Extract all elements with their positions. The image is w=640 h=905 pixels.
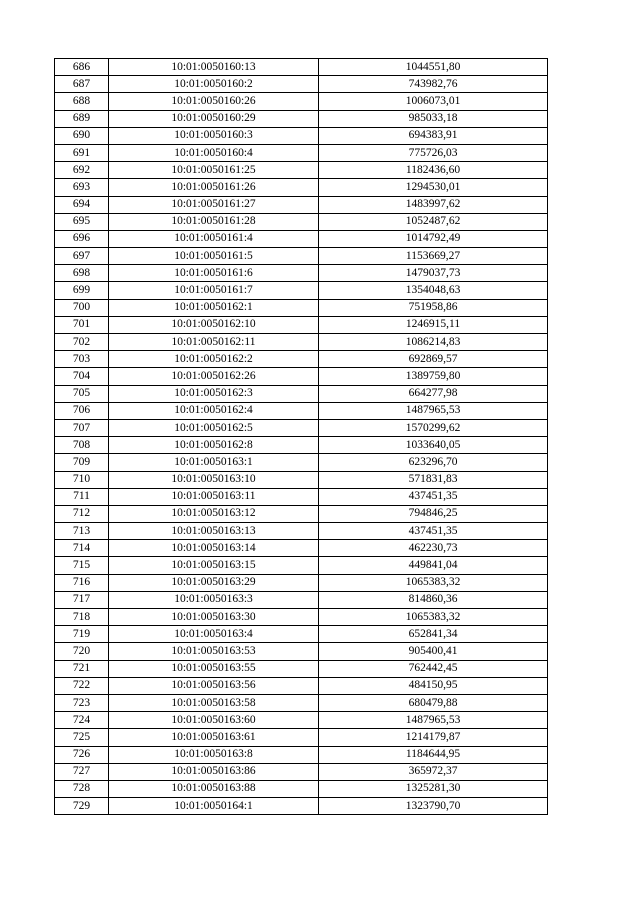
cadastral-number-cell: 10:01:0050163:53 bbox=[109, 643, 319, 660]
cadastral-number-cell: 10:01:0050160:13 bbox=[109, 59, 319, 76]
table-row bbox=[55, 76, 548, 93]
cadastral-number-cell: 10:01:0050161:6 bbox=[109, 265, 319, 282]
table-row bbox=[55, 162, 548, 179]
table-row bbox=[55, 677, 548, 694]
value-cell: 437451,35 bbox=[319, 488, 548, 505]
table-row bbox=[55, 540, 548, 557]
table-row bbox=[55, 574, 548, 591]
value-cell: 664277,98 bbox=[319, 385, 548, 402]
row-number-cell: 689 bbox=[55, 110, 109, 127]
table-row bbox=[55, 196, 548, 213]
value-cell: 762442,45 bbox=[319, 660, 548, 677]
value-cell: 1323790,70 bbox=[319, 798, 548, 815]
table-row bbox=[55, 402, 548, 419]
cadastral-number-cell: 10:01:0050161:25 bbox=[109, 162, 319, 179]
cadastral-number-cell: 10:01:0050162:5 bbox=[109, 419, 319, 436]
table-row bbox=[55, 213, 548, 230]
value-cell: 1487965,53 bbox=[319, 712, 548, 729]
table-row bbox=[55, 763, 548, 780]
value-cell: 623296,70 bbox=[319, 454, 548, 471]
cadastral-number-cell: 10:01:0050163:30 bbox=[109, 609, 319, 626]
row-number-cell: 717 bbox=[55, 591, 109, 608]
table-row bbox=[55, 523, 548, 540]
table-row bbox=[55, 798, 548, 815]
table-row bbox=[55, 127, 548, 144]
table-row bbox=[55, 351, 548, 368]
row-number-cell: 690 bbox=[55, 127, 109, 144]
value-cell: 775726,03 bbox=[319, 144, 548, 161]
cadastral-number-cell: 10:01:0050160:3 bbox=[109, 127, 319, 144]
row-number-cell: 707 bbox=[55, 419, 109, 436]
table-row bbox=[55, 712, 548, 729]
table-row bbox=[55, 591, 548, 608]
row-number-cell: 724 bbox=[55, 712, 109, 729]
cadastral-number-cell: 10:01:0050163:88 bbox=[109, 780, 319, 797]
row-number-cell: 726 bbox=[55, 746, 109, 763]
cadastral-number-cell: 10:01:0050162:3 bbox=[109, 385, 319, 402]
cadastral-number-cell: 10:01:0050163:4 bbox=[109, 626, 319, 643]
row-number-cell: 699 bbox=[55, 282, 109, 299]
cadastral-number-cell: 10:01:0050163:56 bbox=[109, 677, 319, 694]
row-number-cell: 706 bbox=[55, 402, 109, 419]
table-row bbox=[55, 265, 548, 282]
row-number-cell: 728 bbox=[55, 780, 109, 797]
row-number-cell: 687 bbox=[55, 76, 109, 93]
value-cell: 1182436,60 bbox=[319, 162, 548, 179]
table-row bbox=[55, 729, 548, 746]
table-row bbox=[55, 144, 548, 161]
value-cell: 751958,86 bbox=[319, 299, 548, 316]
value-cell: 1354048,63 bbox=[319, 282, 548, 299]
row-number-cell: 722 bbox=[55, 677, 109, 694]
table-row bbox=[55, 93, 548, 110]
cadastral-number-cell: 10:01:0050161:4 bbox=[109, 230, 319, 247]
table-row bbox=[55, 110, 548, 127]
table-body bbox=[55, 59, 548, 815]
row-number-cell: 688 bbox=[55, 93, 109, 110]
value-cell: 462230,73 bbox=[319, 540, 548, 557]
row-number-cell: 693 bbox=[55, 179, 109, 196]
table-row bbox=[55, 609, 548, 626]
cadastral-number-cell: 10:01:0050160:4 bbox=[109, 144, 319, 161]
table-row bbox=[55, 230, 548, 247]
row-number-cell: 716 bbox=[55, 574, 109, 591]
value-cell: 1487965,53 bbox=[319, 402, 548, 419]
table-row bbox=[55, 488, 548, 505]
value-cell: 437451,35 bbox=[319, 523, 548, 540]
value-cell: 1479037,73 bbox=[319, 265, 548, 282]
row-number-cell: 702 bbox=[55, 334, 109, 351]
cadastral-value-table bbox=[54, 58, 548, 815]
row-number-cell: 705 bbox=[55, 385, 109, 402]
value-cell: 1006073,01 bbox=[319, 93, 548, 110]
row-number-cell: 723 bbox=[55, 694, 109, 711]
row-number-cell: 692 bbox=[55, 162, 109, 179]
cadastral-number-cell: 10:01:0050163:1 bbox=[109, 454, 319, 471]
table-row bbox=[55, 694, 548, 711]
cadastral-number-cell: 10:01:0050163:13 bbox=[109, 523, 319, 540]
value-cell: 905400,41 bbox=[319, 643, 548, 660]
cadastral-number-cell: 10:01:0050163:60 bbox=[109, 712, 319, 729]
row-number-cell: 713 bbox=[55, 523, 109, 540]
value-cell: 1184644,95 bbox=[319, 746, 548, 763]
cadastral-number-cell: 10:01:0050162:11 bbox=[109, 334, 319, 351]
row-number-cell: 686 bbox=[55, 59, 109, 76]
cadastral-number-cell: 10:01:0050163:15 bbox=[109, 557, 319, 574]
row-number-cell: 695 bbox=[55, 213, 109, 230]
row-number-cell: 710 bbox=[55, 471, 109, 488]
row-number-cell: 691 bbox=[55, 144, 109, 161]
table-row bbox=[55, 282, 548, 299]
row-number-cell: 721 bbox=[55, 660, 109, 677]
row-number-cell: 714 bbox=[55, 540, 109, 557]
table-row bbox=[55, 557, 548, 574]
value-cell: 484150,95 bbox=[319, 677, 548, 694]
row-number-cell: 697 bbox=[55, 248, 109, 265]
value-cell: 1065383,32 bbox=[319, 609, 548, 626]
cadastral-number-cell: 10:01:0050162:26 bbox=[109, 368, 319, 385]
cadastral-number-cell: 10:01:0050161:5 bbox=[109, 248, 319, 265]
row-number-cell: 718 bbox=[55, 609, 109, 626]
value-cell: 1044551,80 bbox=[319, 59, 548, 76]
table-row bbox=[55, 746, 548, 763]
row-number-cell: 719 bbox=[55, 626, 109, 643]
value-cell: 694383,91 bbox=[319, 127, 548, 144]
cadastral-number-cell: 10:01:0050163:8 bbox=[109, 746, 319, 763]
value-cell: 692869,57 bbox=[319, 351, 548, 368]
row-number-cell: 696 bbox=[55, 230, 109, 247]
cadastral-number-cell: 10:01:0050161:26 bbox=[109, 179, 319, 196]
table-row bbox=[55, 419, 548, 436]
cadastral-number-cell: 10:01:0050163:3 bbox=[109, 591, 319, 608]
table-row bbox=[55, 299, 548, 316]
value-cell: 1052487,62 bbox=[319, 213, 548, 230]
value-cell: 1246915,11 bbox=[319, 316, 548, 333]
value-cell: 1214179,87 bbox=[319, 729, 548, 746]
cadastral-number-cell: 10:01:0050160:2 bbox=[109, 76, 319, 93]
cadastral-number-cell: 10:01:0050163:11 bbox=[109, 488, 319, 505]
value-cell: 680479,88 bbox=[319, 694, 548, 711]
table-row bbox=[55, 471, 548, 488]
cadastral-number-cell: 10:01:0050162:2 bbox=[109, 351, 319, 368]
value-cell: 1570299,62 bbox=[319, 419, 548, 436]
cadastral-number-cell: 10:01:0050162:10 bbox=[109, 316, 319, 333]
table-row bbox=[55, 454, 548, 471]
cadastral-number-cell: 10:01:0050163:86 bbox=[109, 763, 319, 780]
cadastral-number-cell: 10:01:0050162:1 bbox=[109, 299, 319, 316]
table-row bbox=[55, 780, 548, 797]
value-cell: 1153669,27 bbox=[319, 248, 548, 265]
value-cell: 1014792,49 bbox=[319, 230, 548, 247]
value-cell: 571831,83 bbox=[319, 471, 548, 488]
cadastral-number-cell: 10:01:0050163:58 bbox=[109, 694, 319, 711]
value-cell: 365972,37 bbox=[319, 763, 548, 780]
cadastral-number-cell: 10:01:0050163:55 bbox=[109, 660, 319, 677]
cadastral-number-cell: 10:01:0050161:27 bbox=[109, 196, 319, 213]
cadastral-number-cell: 10:01:0050162:8 bbox=[109, 437, 319, 454]
table-row bbox=[55, 385, 548, 402]
value-cell: 652841,34 bbox=[319, 626, 548, 643]
row-number-cell: 711 bbox=[55, 488, 109, 505]
row-number-cell: 701 bbox=[55, 316, 109, 333]
table-row bbox=[55, 59, 548, 76]
table-row bbox=[55, 643, 548, 660]
table-row bbox=[55, 660, 548, 677]
value-cell: 449841,04 bbox=[319, 557, 548, 574]
cadastral-number-cell: 10:01:0050163:12 bbox=[109, 505, 319, 522]
cadastral-number-cell: 10:01:0050161:28 bbox=[109, 213, 319, 230]
table-row bbox=[55, 626, 548, 643]
table-row bbox=[55, 248, 548, 265]
value-cell: 814860,36 bbox=[319, 591, 548, 608]
row-number-cell: 694 bbox=[55, 196, 109, 213]
value-cell: 1325281,30 bbox=[319, 780, 548, 797]
cadastral-number-cell: 10:01:0050163:29 bbox=[109, 574, 319, 591]
table-row bbox=[55, 368, 548, 385]
cadastral-number-cell: 10:01:0050163:10 bbox=[109, 471, 319, 488]
row-number-cell: 727 bbox=[55, 763, 109, 780]
row-number-cell: 709 bbox=[55, 454, 109, 471]
cadastral-number-cell: 10:01:0050160:26 bbox=[109, 93, 319, 110]
table-row bbox=[55, 437, 548, 454]
row-number-cell: 704 bbox=[55, 368, 109, 385]
value-cell: 1033640,05 bbox=[319, 437, 548, 454]
table-row bbox=[55, 334, 548, 351]
value-cell: 985033,18 bbox=[319, 110, 548, 127]
cadastral-number-cell: 10:01:0050164:1 bbox=[109, 798, 319, 815]
table-row bbox=[55, 316, 548, 333]
cadastral-number-cell: 10:01:0050163:61 bbox=[109, 729, 319, 746]
value-cell: 1294530,01 bbox=[319, 179, 548, 196]
cadastral-number-cell: 10:01:0050161:7 bbox=[109, 282, 319, 299]
row-number-cell: 712 bbox=[55, 505, 109, 522]
value-cell: 1389759,80 bbox=[319, 368, 548, 385]
value-cell: 743982,76 bbox=[319, 76, 548, 93]
row-number-cell: 715 bbox=[55, 557, 109, 574]
value-cell: 1086214,83 bbox=[319, 334, 548, 351]
cadastral-number-cell: 10:01:0050160:29 bbox=[109, 110, 319, 127]
row-number-cell: 698 bbox=[55, 265, 109, 282]
row-number-cell: 720 bbox=[55, 643, 109, 660]
table-row bbox=[55, 505, 548, 522]
row-number-cell: 700 bbox=[55, 299, 109, 316]
row-number-cell: 729 bbox=[55, 798, 109, 815]
row-number-cell: 708 bbox=[55, 437, 109, 454]
table-row bbox=[55, 179, 548, 196]
value-cell: 794846,25 bbox=[319, 505, 548, 522]
row-number-cell: 703 bbox=[55, 351, 109, 368]
value-cell: 1065383,32 bbox=[319, 574, 548, 591]
value-cell: 1483997,62 bbox=[319, 196, 548, 213]
cadastral-number-cell: 10:01:0050162:4 bbox=[109, 402, 319, 419]
cadastral-number-cell: 10:01:0050163:14 bbox=[109, 540, 319, 557]
row-number-cell: 725 bbox=[55, 729, 109, 746]
